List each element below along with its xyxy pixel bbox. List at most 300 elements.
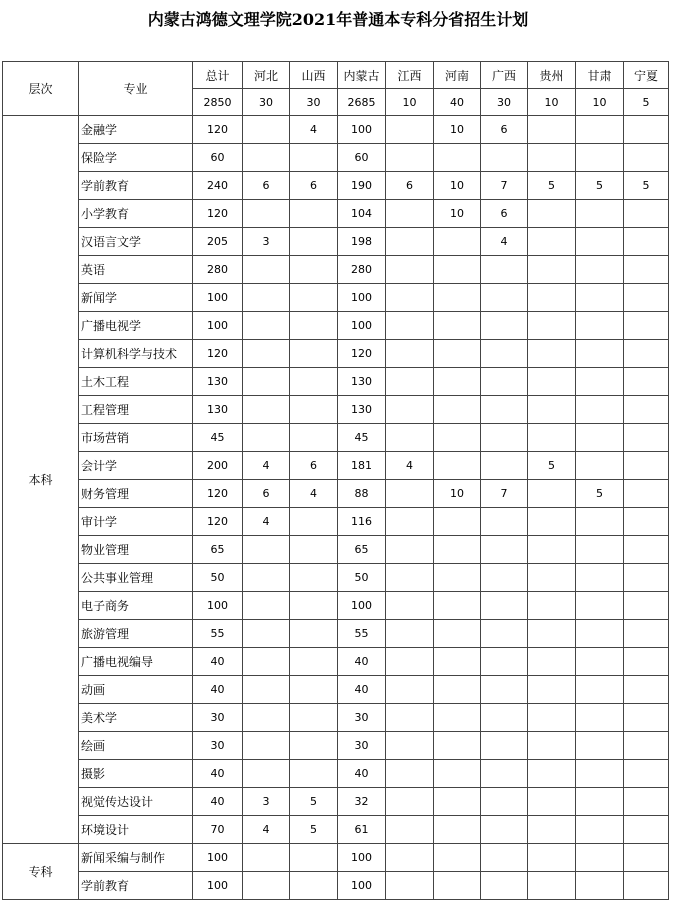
quota-cell bbox=[434, 844, 481, 872]
table-row bbox=[3, 200, 669, 228]
quota-cell: 130 bbox=[338, 396, 386, 424]
quota-cell: 120 bbox=[193, 116, 243, 144]
quota-cell bbox=[481, 368, 528, 396]
quota-cell bbox=[576, 732, 624, 760]
quota-cell: 3 bbox=[243, 788, 290, 816]
quota-cell: 40 bbox=[338, 648, 386, 676]
quota-cell bbox=[386, 200, 434, 228]
quota-cell bbox=[290, 676, 338, 704]
table-row bbox=[3, 452, 669, 480]
quota-cell bbox=[576, 760, 624, 788]
quota-cell bbox=[624, 144, 669, 172]
quota-cell: 100 bbox=[338, 312, 386, 340]
quota-cell: 60 bbox=[193, 144, 243, 172]
province-header: 宁夏 bbox=[624, 62, 669, 89]
quota-cell: 32 bbox=[338, 788, 386, 816]
quota-cell: 4 bbox=[243, 508, 290, 536]
quota-cell: 30 bbox=[338, 704, 386, 732]
quota-cell bbox=[434, 648, 481, 676]
quota-cell bbox=[528, 284, 576, 312]
quota-cell: 30 bbox=[193, 732, 243, 760]
level-header: 层次 bbox=[3, 62, 79, 116]
quota-cell bbox=[386, 424, 434, 452]
quota-cell bbox=[243, 312, 290, 340]
quota-cell bbox=[576, 396, 624, 424]
quota-cell: 6 bbox=[243, 172, 290, 200]
quota-cell bbox=[576, 816, 624, 844]
quota-cell bbox=[528, 508, 576, 536]
quota-cell: 100 bbox=[338, 872, 386, 900]
quota-cell bbox=[576, 368, 624, 396]
total-cell: 10 bbox=[576, 89, 624, 116]
table-row bbox=[3, 592, 669, 620]
quota-cell: 61 bbox=[338, 816, 386, 844]
quota-cell bbox=[481, 592, 528, 620]
quota-cell bbox=[481, 732, 528, 760]
quota-cell bbox=[528, 704, 576, 732]
quota-cell: 88 bbox=[338, 480, 386, 508]
table-row bbox=[3, 480, 669, 508]
quota-cell bbox=[528, 816, 576, 844]
total-cell: 30 bbox=[290, 89, 338, 116]
major-header: 专业 bbox=[79, 62, 193, 116]
total-cell: 2850 bbox=[193, 89, 243, 116]
quota-cell bbox=[624, 648, 669, 676]
quota-cell bbox=[481, 760, 528, 788]
quota-cell bbox=[243, 256, 290, 284]
major-cell: 环境设计 bbox=[79, 816, 193, 844]
quota-cell bbox=[481, 564, 528, 592]
quota-cell bbox=[290, 592, 338, 620]
quota-cell bbox=[290, 340, 338, 368]
quota-cell bbox=[290, 732, 338, 760]
quota-cell bbox=[576, 648, 624, 676]
total-cell: 30 bbox=[243, 89, 290, 116]
quota-cell bbox=[434, 760, 481, 788]
quota-cell bbox=[528, 648, 576, 676]
table-row bbox=[3, 704, 669, 732]
quota-cell bbox=[290, 396, 338, 424]
quota-cell bbox=[434, 312, 481, 340]
quota-cell bbox=[528, 620, 576, 648]
quota-cell bbox=[624, 816, 669, 844]
major-cell: 物业管理 bbox=[79, 536, 193, 564]
quota-cell: 100 bbox=[338, 284, 386, 312]
major-cell: 电子商务 bbox=[79, 592, 193, 620]
table-row bbox=[3, 312, 669, 340]
province-header: 河南 bbox=[434, 62, 481, 89]
quota-cell bbox=[624, 872, 669, 900]
major-cell: 土木工程 bbox=[79, 368, 193, 396]
major-cell: 英语 bbox=[79, 256, 193, 284]
major-cell: 审计学 bbox=[79, 508, 193, 536]
quota-cell bbox=[434, 872, 481, 900]
quota-cell bbox=[386, 116, 434, 144]
quota-cell: 4 bbox=[290, 116, 338, 144]
quota-cell bbox=[576, 256, 624, 284]
quota-cell: 5 bbox=[576, 480, 624, 508]
quota-cell bbox=[290, 844, 338, 872]
quota-cell: 4 bbox=[243, 816, 290, 844]
quota-cell: 200 bbox=[193, 452, 243, 480]
quota-cell bbox=[624, 256, 669, 284]
quota-cell bbox=[434, 732, 481, 760]
level-cell: 专科 bbox=[3, 844, 79, 900]
quota-cell bbox=[576, 284, 624, 312]
quota-cell: 130 bbox=[193, 396, 243, 424]
major-cell: 绘画 bbox=[79, 732, 193, 760]
quota-cell bbox=[243, 620, 290, 648]
quota-cell bbox=[243, 704, 290, 732]
quota-cell bbox=[434, 256, 481, 284]
quota-cell bbox=[243, 760, 290, 788]
quota-cell bbox=[576, 844, 624, 872]
quota-cell bbox=[624, 480, 669, 508]
quota-cell bbox=[434, 424, 481, 452]
quota-cell: 70 bbox=[193, 816, 243, 844]
quota-cell bbox=[243, 676, 290, 704]
major-cell: 公共事业管理 bbox=[79, 564, 193, 592]
quota-cell bbox=[386, 788, 434, 816]
major-cell: 新闻采编与制作 bbox=[79, 844, 193, 872]
quota-cell bbox=[624, 732, 669, 760]
quota-cell bbox=[528, 536, 576, 564]
table-row bbox=[3, 424, 669, 452]
quota-cell bbox=[528, 844, 576, 872]
quota-cell: 40 bbox=[193, 648, 243, 676]
quota-cell: 5 bbox=[528, 452, 576, 480]
quota-cell bbox=[243, 284, 290, 312]
quota-cell: 100 bbox=[193, 312, 243, 340]
quota-cell bbox=[576, 704, 624, 732]
quota-cell: 240 bbox=[193, 172, 243, 200]
quota-cell bbox=[243, 536, 290, 564]
quota-cell bbox=[481, 872, 528, 900]
quota-cell bbox=[528, 200, 576, 228]
quota-cell bbox=[386, 536, 434, 564]
quota-cell bbox=[386, 256, 434, 284]
quota-cell bbox=[386, 760, 434, 788]
quota-cell bbox=[624, 424, 669, 452]
quota-cell: 65 bbox=[193, 536, 243, 564]
province-header: 河北 bbox=[243, 62, 290, 89]
quota-cell bbox=[386, 480, 434, 508]
quota-cell bbox=[624, 620, 669, 648]
quota-cell: 10 bbox=[434, 116, 481, 144]
major-cell: 财务管理 bbox=[79, 480, 193, 508]
quota-cell: 6 bbox=[481, 200, 528, 228]
quota-cell bbox=[386, 284, 434, 312]
level-cell: 本科 bbox=[3, 116, 79, 844]
quota-cell bbox=[576, 676, 624, 704]
quota-cell bbox=[386, 816, 434, 844]
quota-cell bbox=[624, 312, 669, 340]
quota-cell: 120 bbox=[338, 340, 386, 368]
quota-cell bbox=[434, 592, 481, 620]
quota-cell bbox=[528, 424, 576, 452]
table-row bbox=[3, 844, 669, 872]
total-cell: 10 bbox=[386, 89, 434, 116]
quota-cell bbox=[434, 704, 481, 732]
quota-cell: 120 bbox=[193, 480, 243, 508]
quota-cell bbox=[434, 228, 481, 256]
quota-cell: 181 bbox=[338, 452, 386, 480]
quota-cell: 4 bbox=[243, 452, 290, 480]
major-cell: 旅游管理 bbox=[79, 620, 193, 648]
quota-cell bbox=[386, 676, 434, 704]
quota-cell bbox=[624, 284, 669, 312]
quota-cell bbox=[243, 368, 290, 396]
quota-cell bbox=[386, 312, 434, 340]
quota-cell bbox=[528, 340, 576, 368]
quota-cell bbox=[243, 872, 290, 900]
quota-cell: 7 bbox=[481, 172, 528, 200]
quota-cell: 55 bbox=[338, 620, 386, 648]
quota-cell: 7 bbox=[481, 480, 528, 508]
quota-cell bbox=[434, 396, 481, 424]
quota-cell bbox=[386, 592, 434, 620]
quota-cell bbox=[290, 760, 338, 788]
quota-cell: 120 bbox=[193, 508, 243, 536]
quota-cell: 280 bbox=[338, 256, 386, 284]
quota-cell bbox=[576, 788, 624, 816]
table-row bbox=[3, 340, 669, 368]
quota-cell: 10 bbox=[434, 172, 481, 200]
quota-cell bbox=[243, 116, 290, 144]
quota-cell bbox=[290, 228, 338, 256]
quota-cell bbox=[528, 872, 576, 900]
quota-cell: 45 bbox=[338, 424, 386, 452]
quota-cell bbox=[481, 284, 528, 312]
quota-cell bbox=[434, 620, 481, 648]
quota-cell bbox=[481, 424, 528, 452]
quota-cell: 45 bbox=[193, 424, 243, 452]
quota-cell bbox=[481, 788, 528, 816]
quota-cell: 4 bbox=[386, 452, 434, 480]
quota-cell bbox=[576, 452, 624, 480]
quota-cell bbox=[576, 508, 624, 536]
quota-cell bbox=[290, 424, 338, 452]
quota-cell bbox=[290, 284, 338, 312]
quota-cell bbox=[624, 200, 669, 228]
quota-cell bbox=[624, 396, 669, 424]
table-row bbox=[3, 760, 669, 788]
quota-cell bbox=[243, 396, 290, 424]
quota-cell bbox=[528, 732, 576, 760]
quota-cell bbox=[624, 844, 669, 872]
major-cell: 会计学 bbox=[79, 452, 193, 480]
quota-cell: 4 bbox=[290, 480, 338, 508]
quota-cell: 30 bbox=[193, 704, 243, 732]
quota-cell bbox=[624, 788, 669, 816]
quota-cell bbox=[624, 228, 669, 256]
table-row bbox=[3, 284, 669, 312]
quota-cell bbox=[576, 424, 624, 452]
major-cell: 市场营销 bbox=[79, 424, 193, 452]
quota-cell bbox=[624, 340, 669, 368]
province-header: 江西 bbox=[386, 62, 434, 89]
quota-cell: 10 bbox=[434, 200, 481, 228]
quota-cell: 100 bbox=[193, 284, 243, 312]
quota-cell: 6 bbox=[243, 480, 290, 508]
quota-cell bbox=[290, 648, 338, 676]
quota-cell bbox=[481, 536, 528, 564]
table-row bbox=[3, 116, 669, 144]
quota-cell bbox=[386, 704, 434, 732]
quota-cell bbox=[290, 368, 338, 396]
quota-cell: 130 bbox=[193, 368, 243, 396]
quota-cell bbox=[290, 256, 338, 284]
table-row bbox=[3, 872, 669, 900]
quota-cell bbox=[528, 396, 576, 424]
quota-cell bbox=[528, 592, 576, 620]
quota-cell bbox=[576, 620, 624, 648]
quota-cell: 40 bbox=[338, 676, 386, 704]
quota-cell bbox=[386, 228, 434, 256]
quota-cell bbox=[386, 872, 434, 900]
table-row bbox=[3, 732, 669, 760]
quota-cell bbox=[528, 312, 576, 340]
quota-cell: 100 bbox=[193, 872, 243, 900]
quota-cell bbox=[290, 312, 338, 340]
quota-cell bbox=[290, 508, 338, 536]
quota-cell bbox=[434, 340, 481, 368]
quota-cell bbox=[528, 788, 576, 816]
quota-cell bbox=[576, 872, 624, 900]
quota-cell bbox=[243, 424, 290, 452]
quota-cell: 116 bbox=[338, 508, 386, 536]
quota-cell bbox=[290, 536, 338, 564]
total-cell: 40 bbox=[434, 89, 481, 116]
quota-cell bbox=[576, 228, 624, 256]
quota-cell bbox=[290, 704, 338, 732]
quota-cell bbox=[243, 592, 290, 620]
quota-cell bbox=[576, 592, 624, 620]
quota-cell bbox=[528, 368, 576, 396]
province-header: 甘肃 bbox=[576, 62, 624, 89]
quota-cell bbox=[386, 340, 434, 368]
major-cell: 汉语言文学 bbox=[79, 228, 193, 256]
quota-cell: 6 bbox=[386, 172, 434, 200]
table-row bbox=[3, 172, 669, 200]
quota-cell bbox=[434, 816, 481, 844]
major-cell: 保险学 bbox=[79, 144, 193, 172]
quota-cell bbox=[576, 564, 624, 592]
quota-cell bbox=[576, 116, 624, 144]
province-header: 山西 bbox=[290, 62, 338, 89]
quota-cell bbox=[434, 564, 481, 592]
quota-cell bbox=[576, 536, 624, 564]
page-title: 内蒙古鸿德文理学院2021年普通本专科分省招生计划 bbox=[147, 10, 529, 29]
quota-cell bbox=[243, 732, 290, 760]
quota-cell bbox=[481, 452, 528, 480]
quota-cell bbox=[528, 256, 576, 284]
quota-cell bbox=[290, 872, 338, 900]
quota-cell bbox=[624, 704, 669, 732]
table-row bbox=[3, 788, 669, 816]
major-cell: 美术学 bbox=[79, 704, 193, 732]
quota-cell: 5 bbox=[290, 788, 338, 816]
quota-cell bbox=[481, 816, 528, 844]
major-cell: 学前教育 bbox=[79, 872, 193, 900]
table-row bbox=[3, 536, 669, 564]
quota-cell: 205 bbox=[193, 228, 243, 256]
quota-cell: 100 bbox=[338, 116, 386, 144]
total-cell: 5 bbox=[624, 89, 669, 116]
quota-cell bbox=[624, 508, 669, 536]
quota-cell bbox=[528, 760, 576, 788]
quota-cell: 65 bbox=[338, 536, 386, 564]
province-header: 总计 bbox=[193, 62, 243, 89]
table-row bbox=[3, 396, 669, 424]
quota-cell bbox=[434, 788, 481, 816]
quota-cell bbox=[243, 648, 290, 676]
quota-cell: 100 bbox=[338, 844, 386, 872]
quota-cell bbox=[576, 340, 624, 368]
quota-cell bbox=[624, 116, 669, 144]
quota-cell: 104 bbox=[338, 200, 386, 228]
quota-cell: 4 bbox=[481, 228, 528, 256]
quota-cell bbox=[243, 844, 290, 872]
total-cell: 2685 bbox=[338, 89, 386, 116]
quota-cell: 3 bbox=[243, 228, 290, 256]
quota-cell: 6 bbox=[481, 116, 528, 144]
quota-cell bbox=[624, 564, 669, 592]
quota-cell bbox=[243, 340, 290, 368]
quota-cell bbox=[290, 200, 338, 228]
table-row bbox=[3, 368, 669, 396]
quota-cell bbox=[528, 676, 576, 704]
quota-cell bbox=[434, 144, 481, 172]
quota-cell bbox=[528, 564, 576, 592]
quota-cell bbox=[624, 592, 669, 620]
quota-cell: 60 bbox=[338, 144, 386, 172]
quota-cell bbox=[528, 480, 576, 508]
major-cell: 摄影 bbox=[79, 760, 193, 788]
quota-cell bbox=[528, 116, 576, 144]
quota-cell bbox=[481, 144, 528, 172]
quota-cell bbox=[481, 844, 528, 872]
quota-cell bbox=[624, 452, 669, 480]
quota-cell bbox=[386, 732, 434, 760]
quota-cell bbox=[576, 144, 624, 172]
quota-cell: 190 bbox=[338, 172, 386, 200]
quota-cell bbox=[528, 144, 576, 172]
major-cell: 金融学 bbox=[79, 116, 193, 144]
table-row bbox=[3, 508, 669, 536]
quota-cell: 5 bbox=[624, 172, 669, 200]
quota-cell bbox=[290, 144, 338, 172]
quota-cell: 120 bbox=[193, 200, 243, 228]
quota-cell: 6 bbox=[290, 172, 338, 200]
quota-cell bbox=[243, 144, 290, 172]
quota-cell bbox=[481, 648, 528, 676]
quota-cell bbox=[481, 312, 528, 340]
total-cell: 30 bbox=[481, 89, 528, 116]
quota-cell bbox=[290, 564, 338, 592]
major-cell: 学前教育 bbox=[79, 172, 193, 200]
major-cell: 小学教育 bbox=[79, 200, 193, 228]
quota-cell: 100 bbox=[193, 592, 243, 620]
quota-cell bbox=[386, 368, 434, 396]
quota-cell bbox=[434, 452, 481, 480]
quota-cell bbox=[481, 704, 528, 732]
quota-cell bbox=[481, 676, 528, 704]
quota-cell bbox=[434, 368, 481, 396]
quota-cell bbox=[624, 536, 669, 564]
quota-cell: 5 bbox=[290, 816, 338, 844]
table-row bbox=[3, 256, 669, 284]
